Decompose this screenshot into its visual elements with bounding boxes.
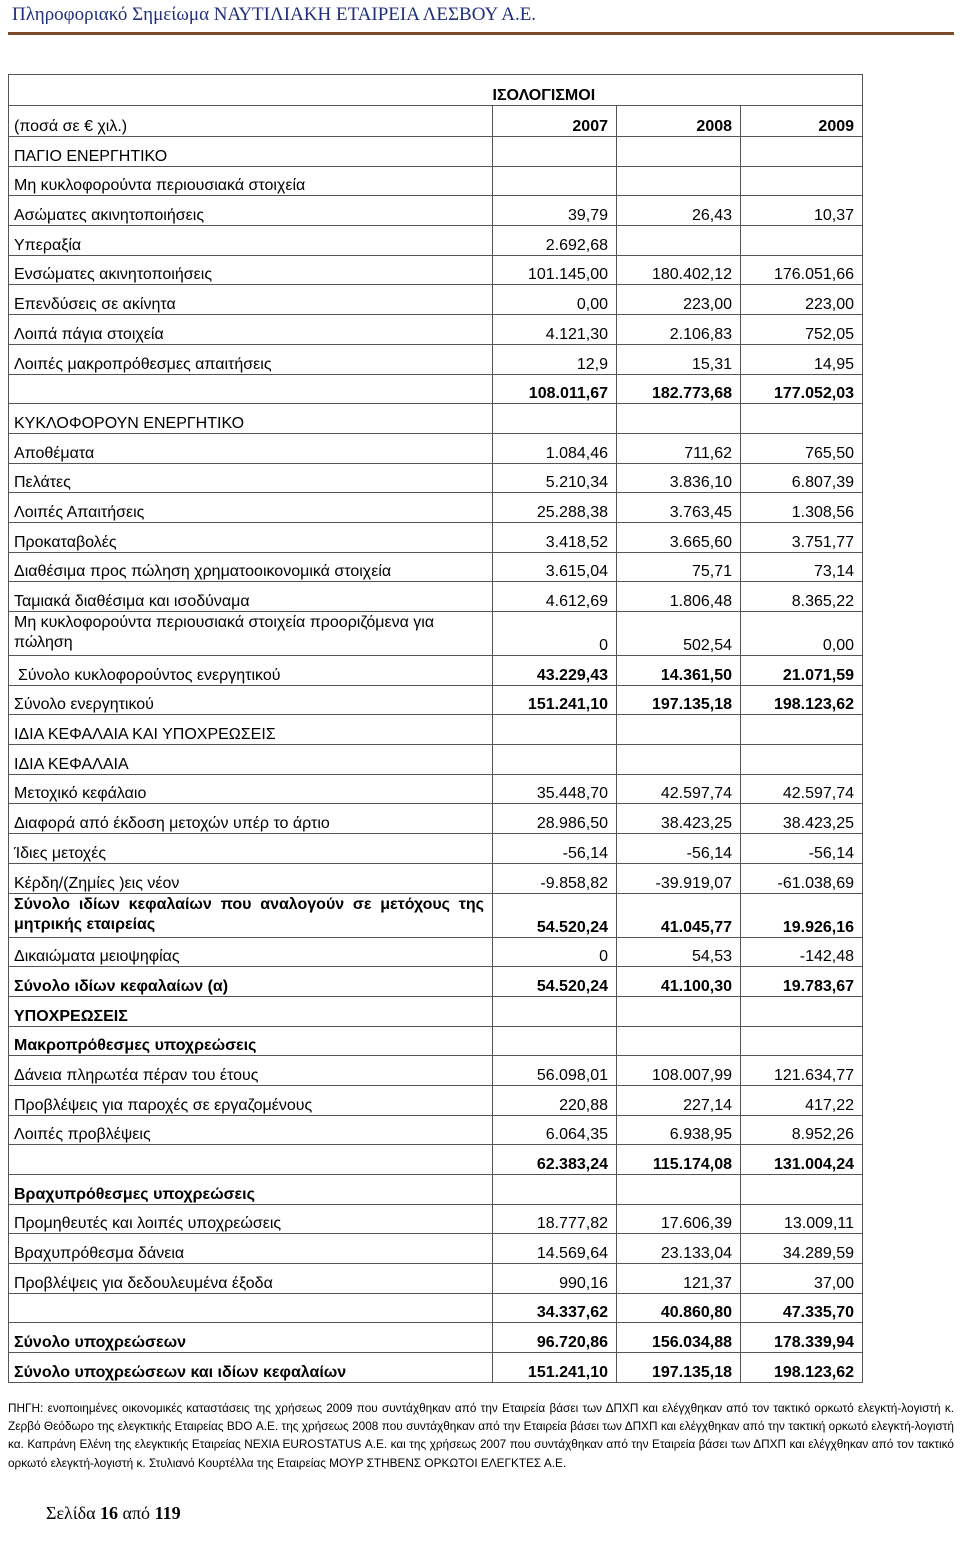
cell-2009: 198.123,62 <box>741 1353 863 1383</box>
of-word: από <box>122 1503 151 1523</box>
cell-2009: 8.952,26 <box>741 1115 863 1145</box>
cell-2007: 14.569,64 <box>493 1234 617 1264</box>
cell-2008 <box>617 137 741 167</box>
row-label: Λοιπές Απαιτήσεις <box>9 493 493 523</box>
source-note: ΠΗΓΗ: ενοποιημένες οικονομικές καταστάσεις της χρήσεως 2009 που συντάχθηκαν από την Εταιρεία βάσει των ΔΠΧΠ και ελέγχθηκαν από τον τακτικό ορκωτό ελεγκτή-λογιστή κ. Ζερβό Θεόδωρο της ελεγκτικής Εταιρείας BDO Α.Ε. της χρήσεως 2008 που συντάχθηκαν από την Εταιρεία βάσει των ΔΠΧΠ και ελέγχθηκαν από την τακτική ορκωτό ελεγκτή-λογιστή κα. Καπράνη Ελένη της ελεγκτικής Εταιρείας NEXIA EUROSTATUS Α.Ε. και της χρήσεως 2007 που συντάχθηκαν από την Εταιρεία βάσει των ΔΠΧΠ και ελέγχθηκαν από τον τακτικό ορκωτό ελεγκτή-λογιστή κ. Στυλιανό Κουρτέλλα της Εταιρείας ΜΟΥΡ ΣΤΗΒΕΝΣ ΟΡΚΩΤΟΙ ΕΛΕΓΚΤΕΣ Α.Ε. <box>8 1401 954 1470</box>
cell-2007: 220,88 <box>493 1085 617 1115</box>
cell-2009: 0,00 <box>741 612 863 656</box>
cell-2008: 502,54 <box>617 612 741 656</box>
row-label: Βραχυπρόθεσμα δάνεια <box>9 1234 493 1264</box>
cell-2009: 14,95 <box>741 344 863 374</box>
cell-2008: 54,53 <box>617 937 741 967</box>
row-label: Μακροπρόθεσμες υποχρεώσεις <box>9 1026 493 1056</box>
table-row <box>9 255 863 285</box>
table-row <box>9 834 863 864</box>
table-row <box>9 774 863 804</box>
table-row <box>9 522 863 552</box>
cell-2007: 0 <box>493 937 617 967</box>
row-label: Πελάτες <box>9 463 493 493</box>
row-label: Σύνολο υποχρεώσεων και ιδίων κεφαλαίων <box>9 1353 493 1383</box>
table-row <box>9 1056 863 1086</box>
cell-2009: 37,00 <box>741 1264 863 1294</box>
cell-2008: 23.133,04 <box>617 1234 741 1264</box>
cell-2009: 178.339,94 <box>741 1323 863 1353</box>
table-row <box>9 374 863 404</box>
row-label: Λοιπά πάγια στοιχεία <box>9 315 493 345</box>
cell-2009: 6.807,39 <box>741 463 863 493</box>
cell-2009 <box>741 1175 863 1205</box>
row-label: Ασώματες ακινητοποιήσεις <box>9 196 493 226</box>
cell-2007: 6.064,35 <box>493 1115 617 1145</box>
row-label: Προβλέψεις για παροχές σε εργαζομένους <box>9 1085 493 1115</box>
table-row <box>9 1323 863 1353</box>
row-label: Διαφορά από έκδοση μετοχών υπέρ το άρτιο <box>9 804 493 834</box>
cell-2007: 62.383,24 <box>493 1145 617 1175</box>
row-label: Διαθέσιμα προς πώληση χρηματοοικονομικά στοιχεία <box>9 552 493 582</box>
total-pages: 119 <box>154 1503 181 1523</box>
cell-2008: 182.773,68 <box>617 374 741 404</box>
cell-2009 <box>741 1026 863 1056</box>
cell-2009: 47.335,70 <box>741 1293 863 1323</box>
row-label: Σύνολο ιδίων κεφαλαίων που αναλογούν σε μετόχους της μητρικής εταιρείας <box>9 893 493 937</box>
table-row <box>9 1175 863 1205</box>
cell-2008: 1.806,48 <box>617 582 741 612</box>
row-label <box>9 1145 493 1175</box>
cell-2008: 227,14 <box>617 1085 741 1115</box>
cell-2009 <box>741 996 863 1026</box>
row-label <box>9 1293 493 1323</box>
cell-2007: 28.986,50 <box>493 804 617 834</box>
cell-2008: 3.763,45 <box>617 493 741 523</box>
cell-2008: 223,00 <box>617 285 741 315</box>
cell-2007: -9.858,82 <box>493 863 617 893</box>
cell-2009: 13.009,11 <box>741 1204 863 1234</box>
row-label: Επενδύσεις σε ακίνητα <box>9 285 493 315</box>
table-row <box>9 996 863 1026</box>
cell-2007: 4.121,30 <box>493 315 617 345</box>
cell-2008: 156.034,88 <box>617 1323 741 1353</box>
cell-2007 <box>493 745 617 775</box>
cell-2009: -56,14 <box>741 834 863 864</box>
cell-2008: -56,14 <box>617 834 741 864</box>
row-label: Μη κυκλοφορούντα περιουσιακά στοιχεία <box>9 166 493 196</box>
cell-2008: 14.361,50 <box>617 656 741 686</box>
cell-2008 <box>617 1175 741 1205</box>
row-label: Ίδιες μετοχές <box>9 834 493 864</box>
cell-2007: 43.229,43 <box>493 656 617 686</box>
row-label: Λοιπές προβλέψεις <box>9 1115 493 1145</box>
year-header-2009: 2009 <box>741 106 863 137</box>
cell-2009 <box>741 166 863 196</box>
table-row <box>9 1145 863 1175</box>
table-row <box>9 404 863 434</box>
row-label: Προμηθευτές και λοιπές υποχρεώσεις <box>9 1204 493 1234</box>
page-word: Σελίδα <box>46 1503 96 1523</box>
cell-2007: 35.448,70 <box>493 774 617 804</box>
cell-2009 <box>741 715 863 745</box>
cell-2009 <box>741 226 863 256</box>
table-row <box>9 1204 863 1234</box>
cell-2007: 5.210,34 <box>493 463 617 493</box>
table-row <box>9 863 863 893</box>
cell-2008: 75,71 <box>617 552 741 582</box>
row-label: ΠΑΓΙΟ ΕΝΕΡΓΗΤΙΚΟ <box>9 137 493 167</box>
table-row <box>9 1026 863 1056</box>
cell-2009: 176.051,66 <box>741 255 863 285</box>
header-rule <box>8 32 954 35</box>
cell-2007: 34.337,62 <box>493 1293 617 1323</box>
row-label: Ενσώματες ακινητοποιήσεις <box>9 255 493 285</box>
cell-2008: 108.007,99 <box>617 1056 741 1086</box>
cell-2007: 0,00 <box>493 285 617 315</box>
table-row <box>9 1293 863 1323</box>
cell-2008: 197.135,18 <box>617 1353 741 1383</box>
cell-2008 <box>617 745 741 775</box>
cell-2007 <box>493 137 617 167</box>
cell-2008: 121,37 <box>617 1264 741 1294</box>
table-title-row <box>9 75 863 106</box>
row-label: Αποθέματα <box>9 433 493 463</box>
cell-2007: 3.418,52 <box>493 522 617 552</box>
cell-2009: 10,37 <box>741 196 863 226</box>
cell-2008: 15,31 <box>617 344 741 374</box>
cell-2008: 115.174,08 <box>617 1145 741 1175</box>
cell-2009: 3.751,77 <box>741 522 863 552</box>
cell-2009 <box>741 404 863 434</box>
table-row <box>9 582 863 612</box>
table-row <box>9 1085 863 1115</box>
cell-2008: 2.106,83 <box>617 315 741 345</box>
cell-2009: 121.634,77 <box>741 1056 863 1086</box>
table-row <box>9 344 863 374</box>
cell-2009: 34.289,59 <box>741 1234 863 1264</box>
cell-2008: 38.423,25 <box>617 804 741 834</box>
cell-2008: -39.919,07 <box>617 863 741 893</box>
cell-2009: 73,14 <box>741 552 863 582</box>
cell-2007: 151.241,10 <box>493 685 617 715</box>
document-header: Πληροφοριακό Σημείωμα ΝΑΥΤΙΛΙΑΚΗ ΕΤΑΙΡΕΙΑ ΛΕΣΒΟΥ Α.Ε. <box>12 4 537 25</box>
cell-2009: 19.926,16 <box>741 893 863 937</box>
table-row <box>9 937 863 967</box>
cell-2009: -142,48 <box>741 937 863 967</box>
year-header-2007: 2007 <box>493 106 617 137</box>
cell-2007 <box>493 715 617 745</box>
cell-2009: 765,50 <box>741 433 863 463</box>
cell-2009: 223,00 <box>741 285 863 315</box>
cell-2007: 0 <box>493 612 617 656</box>
cell-2009: 21.071,59 <box>741 656 863 686</box>
cell-2007: 96.720,86 <box>493 1323 617 1353</box>
balance-sheet-table <box>8 74 863 1383</box>
table-row <box>9 463 863 493</box>
cell-2009: 1.308,56 <box>741 493 863 523</box>
cell-2008 <box>617 1026 741 1056</box>
cell-2007: 3.615,04 <box>493 552 617 582</box>
cell-2008: 711,62 <box>617 433 741 463</box>
row-label: Υπεραξία <box>9 226 493 256</box>
cell-2007: 54.520,24 <box>493 967 617 997</box>
cell-2007 <box>493 404 617 434</box>
cell-2007: 1.084,46 <box>493 433 617 463</box>
cell-2007: 101.145,00 <box>493 255 617 285</box>
table-row <box>9 715 863 745</box>
table-row <box>9 1234 863 1264</box>
table-row <box>9 1115 863 1145</box>
cell-2007: 108.011,67 <box>493 374 617 404</box>
table-title: ΙΣΟΛΟΓΙΣΜΟΙ <box>493 75 741 106</box>
table-row <box>9 656 863 686</box>
cell-2007: 18.777,82 <box>493 1204 617 1234</box>
cell-2009: 42.597,74 <box>741 774 863 804</box>
cell-2009: 417,22 <box>741 1085 863 1115</box>
cell-2008: 42.597,74 <box>617 774 741 804</box>
cell-2007: 12,9 <box>493 344 617 374</box>
cell-2008: 197.135,18 <box>617 685 741 715</box>
row-label: Προκαταβολές <box>9 522 493 552</box>
row-label: Βραχυπρόθεσμες υποχρεώσεις <box>9 1175 493 1205</box>
row-label: Κέρδη/(Ζημίες )εις νέον <box>9 863 493 893</box>
row-label <box>9 374 493 404</box>
cell-2009: 8.365,22 <box>741 582 863 612</box>
cell-2008: 6.938,95 <box>617 1115 741 1145</box>
table-row <box>9 315 863 345</box>
row-label: ΙΔΙΑ ΚΕΦΑΛΑΙΑ ΚΑΙ ΥΠΟΧΡΕΩΣΕΙΣ <box>9 715 493 745</box>
table-row <box>9 1264 863 1294</box>
cell-2009: 198.123,62 <box>741 685 863 715</box>
row-label: ΙΔΙΑ ΚΕΦΑΛΑΙΑ <box>9 745 493 775</box>
page-footer <box>46 1503 181 1524</box>
cell-2008: 41.045,77 <box>617 893 741 937</box>
table-row <box>9 612 863 656</box>
row-label: Δάνεια πληρωτέα πέραν του έτους <box>9 1056 493 1086</box>
cell-2007: 4.612,69 <box>493 582 617 612</box>
row-label: Μετοχικό κεφάλαιο <box>9 774 493 804</box>
cell-2008 <box>617 715 741 745</box>
table-row <box>9 804 863 834</box>
cell-2008: 40.860,80 <box>617 1293 741 1323</box>
table-header-row <box>9 106 863 137</box>
cell-2009 <box>741 745 863 775</box>
table-row <box>9 745 863 775</box>
row-label: ΥΠΟΧΡΕΩΣΕΙΣ <box>9 996 493 1026</box>
row-label: Προβλέψεις για δεδουλευμένα έξοδα <box>9 1264 493 1294</box>
cell-2008: 17.606,39 <box>617 1204 741 1234</box>
cell-2008: 180.402,12 <box>617 255 741 285</box>
cell-2008 <box>617 166 741 196</box>
unit-label: (ποσά σε € χιλ.) <box>9 106 493 137</box>
row-label: Λοιπές μακροπρόθεσμες απαιτήσεις <box>9 344 493 374</box>
table-row <box>9 285 863 315</box>
table-row <box>9 166 863 196</box>
cell-2008: 3.836,10 <box>617 463 741 493</box>
cell-2007 <box>493 1026 617 1056</box>
table-row <box>9 967 863 997</box>
row-label: Σύνολο ιδίων κεφαλαίων (α) <box>9 967 493 997</box>
cell-2007 <box>493 166 617 196</box>
table-row <box>9 137 863 167</box>
year-header-2008: 2008 <box>617 106 741 137</box>
cell-2009: 177.052,03 <box>741 374 863 404</box>
row-label: Σύνολο κυκλοφορούντος ενεργητικού <box>9 656 493 686</box>
cell-2008: 3.665,60 <box>617 522 741 552</box>
cell-2008: 41.100,30 <box>617 967 741 997</box>
row-label: Σύνολο υποχρεώσεων <box>9 1323 493 1353</box>
cell-2008 <box>617 404 741 434</box>
row-label: ΚΥΚΛΟΦΟΡΟΥΝ ΕΝΕΡΓΗΤΙΚΟ <box>9 404 493 434</box>
cell-2007 <box>493 1175 617 1205</box>
cell-2009: 19.783,67 <box>741 967 863 997</box>
cell-2007: 2.692,68 <box>493 226 617 256</box>
cell-2008 <box>617 226 741 256</box>
page-number: 16 <box>100 1503 119 1523</box>
cell-2009: 131.004,24 <box>741 1145 863 1175</box>
cell-2007: 990,16 <box>493 1264 617 1294</box>
table-row <box>9 196 863 226</box>
cell-2009 <box>741 137 863 167</box>
cell-2009: 752,05 <box>741 315 863 345</box>
cell-2009: 38.423,25 <box>741 804 863 834</box>
cell-2007: 54.520,24 <box>493 893 617 937</box>
cell-2008: 26,43 <box>617 196 741 226</box>
cell-2007: 56.098,01 <box>493 1056 617 1086</box>
table-row <box>9 1353 863 1383</box>
cell-2007: -56,14 <box>493 834 617 864</box>
row-label: Δικαιώματα μειοψηφίας <box>9 937 493 967</box>
table-row <box>9 493 863 523</box>
table-row <box>9 226 863 256</box>
table-row <box>9 433 863 463</box>
table-row <box>9 685 863 715</box>
cell-2008 <box>617 996 741 1026</box>
cell-2009: -61.038,69 <box>741 863 863 893</box>
cell-2007: 151.241,10 <box>493 1353 617 1383</box>
cell-2007: 25.288,38 <box>493 493 617 523</box>
row-label: Μη κυκλοφορούντα περιουσιακά στοιχεία προοριζόμενα για πώληση <box>9 612 493 656</box>
cell-2007 <box>493 996 617 1026</box>
row-label: Ταμιακά διαθέσιμα και ισοδύναμα <box>9 582 493 612</box>
cell-2007: 39,79 <box>493 196 617 226</box>
table-row <box>9 552 863 582</box>
row-label: Σύνολο ενεργητικού <box>9 685 493 715</box>
table-row <box>9 893 863 937</box>
